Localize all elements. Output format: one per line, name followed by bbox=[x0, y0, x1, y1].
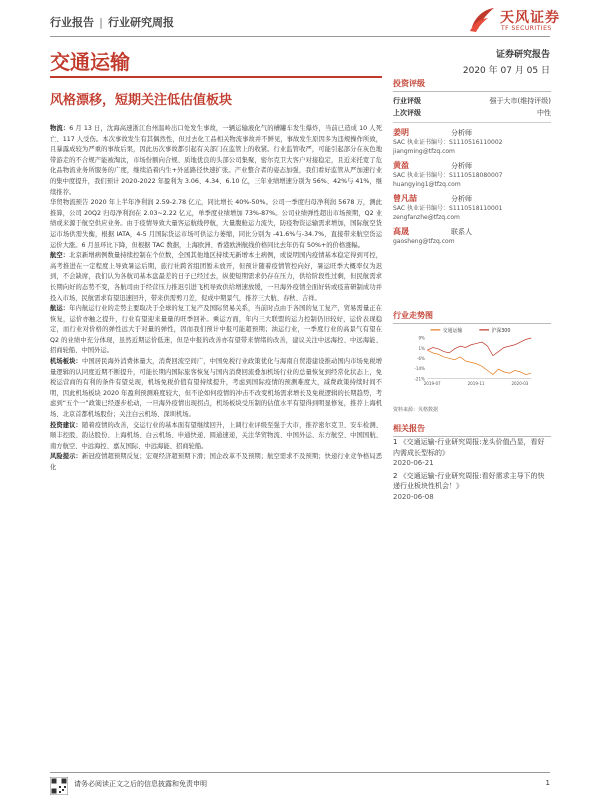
related-reports-heading: 相关报告 bbox=[393, 423, 551, 437]
rating-row bbox=[393, 107, 551, 119]
analyst-role: 分析师 bbox=[451, 129, 472, 137]
trend-chart bbox=[393, 325, 551, 390]
analyst-card bbox=[393, 226, 551, 246]
analyst-cert: SAC 执业证书编号：S1110518080007 bbox=[393, 172, 503, 179]
wind-logo-icon bbox=[468, 5, 496, 33]
analyst-email[interactable]: zengfanzhe@tfzq.com bbox=[393, 214, 460, 221]
y-tick-label: -14% bbox=[414, 366, 425, 372]
paragraph-keyword: 投资建议： bbox=[50, 421, 82, 429]
rating-value: 中性 bbox=[537, 109, 551, 117]
analyst-role: 联系人 bbox=[451, 228, 472, 236]
related-report-date: 2020-06-21 bbox=[393, 459, 434, 467]
breadcrumb-separator: | bbox=[99, 16, 104, 29]
x-tick-label: 2020-03 bbox=[511, 381, 529, 387]
paragraph-text: 北京新增病例数量持续控制在个位数，全国其他地区持续无新增本土病例，或说明国内疫情基本稳定得到可控，高考推进在一定程度上导致暑运后期，旅行社跨省组团暂未放开，但预计随着疫情管控向好，暑运旺季大概率仅为迟到，不会缺席，我们认为各航司基本盘最差的日子已经过去，纵使短期需求仍存在压力，供给阶段性过剩，但民航需求长期向好的态势不变，各航司由于经营压力推迟引进飞机导致供给增速放缓，一旦海外疫情全面好转或疫苗研制成功并投入市场，民航需求有望迅速回升，带来供需剪刀差，促成中期景气，推荐三大航、春秋、吉祥。 bbox=[50, 252, 383, 302]
report-date: 2020 年 07 月 05 日 bbox=[462, 66, 550, 76]
analyst-card bbox=[393, 127, 551, 156]
related-report-item[interactable] bbox=[393, 471, 551, 503]
paragraph-keyword: 航空： bbox=[50, 252, 70, 260]
paragraph-airports bbox=[50, 357, 382, 421]
breadcrumb-report[interactable]: 行业报告 bbox=[50, 16, 94, 29]
sector-title: 交通运输 bbox=[50, 50, 130, 74]
trend-chart-heading: 行业走势图 bbox=[393, 310, 551, 324]
paragraph-logistics bbox=[50, 124, 382, 198]
paragraph-text: 随着疫情的改善，交运行业的基本面有望继续回升，上调行业评级至强于大市，推荐密尔克卫、安车检测、顺丰控股、韵达股份、上海机场、白云机场、申通快递、圆通速递，关注华贸物流、中国外运、东方航空、中国国航、南方航空、中远海控、嘉友国际、中远海能、招商轮船。 bbox=[50, 421, 383, 450]
analyst-name: 高晟 bbox=[393, 227, 409, 236]
rating-heading: 投资评级 bbox=[393, 78, 551, 92]
analyst-cert: SAC 执业证书编号：S1110516110002 bbox=[393, 139, 503, 146]
analyst-email[interactable]: gaosheng@tfzq.com bbox=[393, 238, 455, 245]
related-report-title[interactable]: 1 《交通运输-行业研究周报:龙头价值凸显，看好内需成长型标的》 bbox=[393, 438, 545, 457]
analyst-cert: SAC 执业证书编号：S1110518110001 bbox=[393, 205, 503, 212]
legend-label: 交通运输 bbox=[442, 327, 463, 334]
analyst-name: 曾凡喆 bbox=[393, 194, 417, 203]
logo-text-en: TF SECURITIES bbox=[501, 25, 552, 32]
rating-value: 强于大市(维持评级) bbox=[489, 97, 551, 105]
title-divider bbox=[50, 76, 382, 78]
paragraph-keyword: 风险提示： bbox=[50, 453, 82, 461]
analyst-email[interactable]: jiangming@tfzq.com bbox=[393, 148, 455, 155]
x-tick-label: 2019-11 bbox=[467, 381, 485, 387]
paragraph-huamao bbox=[50, 198, 382, 251]
analyst-role: 分析师 bbox=[451, 195, 472, 203]
paragraph-keyword: 物流： bbox=[50, 125, 70, 132]
report-type: 证券研究报告 bbox=[495, 50, 550, 60]
paragraph-keyword: 机场板块： bbox=[50, 358, 82, 366]
report-body bbox=[50, 124, 382, 474]
analyst-name: 姜明 bbox=[393, 128, 409, 137]
paragraph-text: 6 月 13 日，沈海高速浙江台州温岭出口处发生事故，一辆运输液化气的槽罐车发生爆炸，当前已造成 10 人死亡、117 人受伤。本次事故发生有其偶然性，但过去化工品相关物流事故并不鲜见，事故发生原因多为违规操作所致，且暴露成较为严重的事故后果，因此历次事故都引起有关部门在监管上的收紧。行业监管收严，可能引起部分在灰色地带游走的不合规产能被淘汰，市场份额向合规、质地优良的头部公司集聚，密尔克卫大客户对接稳定，且近来托宽了危化品物流业务所服务的广度，继续沿着内生+外延路径快速扩张。产业整合者的姿态加强，我们看好监管从严加速行业的集中度提升，我们预计 2020-2022 年盈利为 3.06、4.34、6.10 亿，三年业绩增速分别为 56%、42%与 41%，继续推荐。 bbox=[50, 125, 382, 196]
paragraph-text: 新冠疫情超预期反复；宏观经济超预期下滑；国企改革不及预期；航空需求不及预期；快递行业竞争格局恶化 bbox=[50, 453, 383, 471]
related-report-title[interactable]: 2 《交通运输-行业研究周报:看好需求主导下的快递行业板块性机会！》 bbox=[393, 471, 545, 490]
paragraph-text: 中国居民海外消费体量大，消费回流空间广，中国免税行业政策优化与海南自贸港建设推动国内市场免税增量逻辑的认同度近期不断提升，可能长期内国际旅客恢复与国内消费回流叠加机场行业的总量恢复到经常化状态上，免税运营商的有利的条件有望兑现，机场免税价值有望持续提升，考虑到国际疫情的预测难度大，减费政策持续时间不明，因此机场板块 2020 年盈利预测难度较大，但不论如何疫情的冲击不改变机场需求增长及免税逻辑的长期趋势，考虑到“五个一”政策已经逐步松动，一旦海外疫情出现拐点，机场板块受压制的估值水平有望得到明显修复，推荐上海机场、北京首都机场股份；关注白云机场、深圳机场。 bbox=[50, 358, 383, 419]
analysts-divider bbox=[393, 122, 551, 123]
series-line bbox=[427, 338, 531, 356]
logo-text-cn: 天风证券 bbox=[500, 10, 560, 26]
paragraph-shipping bbox=[50, 304, 382, 357]
breadcrumb-weekly[interactable]: 行业研究周报 bbox=[108, 16, 175, 29]
disclaimer-note: 请务必阅读正文之后的信息披露和免责申明 bbox=[74, 780, 207, 788]
y-tick-label: 9% bbox=[418, 335, 425, 341]
footer-divider bbox=[50, 772, 550, 773]
paragraph-risk bbox=[50, 452, 382, 473]
related-reports-list bbox=[393, 437, 551, 504]
qr-code-icon bbox=[50, 777, 68, 795]
brand-logo bbox=[468, 4, 574, 36]
analyst-email[interactable]: huangying1@tfzq.com bbox=[393, 181, 461, 188]
y-tick-label: 1% bbox=[418, 345, 425, 351]
analyst-card bbox=[393, 193, 551, 222]
paragraph-investment bbox=[50, 421, 382, 453]
y-tick-label: -21% bbox=[414, 376, 425, 382]
breadcrumb bbox=[50, 14, 174, 30]
paragraph-text: 年内航运行业的走势主要取决于全球的复工复产及国际贸易关系，当前时点由于各国的复工复产，贸易需量正在恢复，运价亦触之提升，行业有望迎来量量的旺季回补。乘运方面，年内三大联盟的运力控制仍旧较好，运价表现稳定，而行业对价格的弹性远大于对量的弹性，因而我们预计中报可能超预期；油运行业，一季度行业的高景气有望在 Q2 的业绩中充分体现，虽然近期运价低迷，但是中报的改善亦有望带来情绪的改善，建议关注中远海控、中远海能、招商轮船、中国外运。 bbox=[50, 305, 383, 355]
page-number: 1 bbox=[545, 779, 550, 787]
report-headline: 风格漂移，短期关注低估值板块 bbox=[50, 93, 233, 108]
x-tick-label: 2019-07 bbox=[423, 381, 441, 387]
page-header bbox=[0, 0, 600, 40]
related-report-date: 2020-06-08 bbox=[393, 492, 434, 501]
paragraph-aviation bbox=[50, 251, 382, 304]
sidebar bbox=[393, 78, 551, 246]
rating-row bbox=[393, 95, 551, 107]
analyst-name: 黄盈 bbox=[393, 161, 409, 170]
paragraph-keyword: 航运： bbox=[50, 305, 70, 313]
series-line bbox=[427, 350, 531, 374]
y-tick-label: -6% bbox=[416, 355, 425, 361]
paragraph-text: 华贸物流预告 2020 年上半年净利润 2.59-2.78 亿元，同比增长 40%-50%。公司一季度归母净利润 5678 万，测此推算，公司 20Q2 归母净利润在 2.03~2.22 亿元，单季度业绩增加 73%-87%。公司业绩弹性超出市场预期，Q2 业绩或来源于航空供应业务。由于疫情导致大量客运航线停航，大量腹舱运力流失，防疫物资运输需求增加，国际航空货运市场供需失衡，根据 IATA，4-5 月国际货运市场可供运力萎缩，同比分别为 -41.6%与-34.7%，直接带来航空货运运价大涨。6 月虽环比下降，但根据 TAC 数据，上海欧洲、香港欧洲航线价格同比去年仍有 50%+的价格涨幅。 bbox=[50, 199, 382, 249]
analyst-card bbox=[393, 160, 551, 189]
analyst-role: 分析师 bbox=[451, 162, 472, 170]
chart-source: 资料来源：贝格数据 bbox=[393, 407, 439, 413]
rating-label: 上次评级 bbox=[393, 109, 421, 117]
rating-label: 行业评级 bbox=[393, 97, 421, 105]
related-report-item[interactable] bbox=[393, 437, 551, 469]
legend-label: 沪深300 bbox=[491, 327, 511, 334]
header-divider bbox=[50, 36, 550, 37]
